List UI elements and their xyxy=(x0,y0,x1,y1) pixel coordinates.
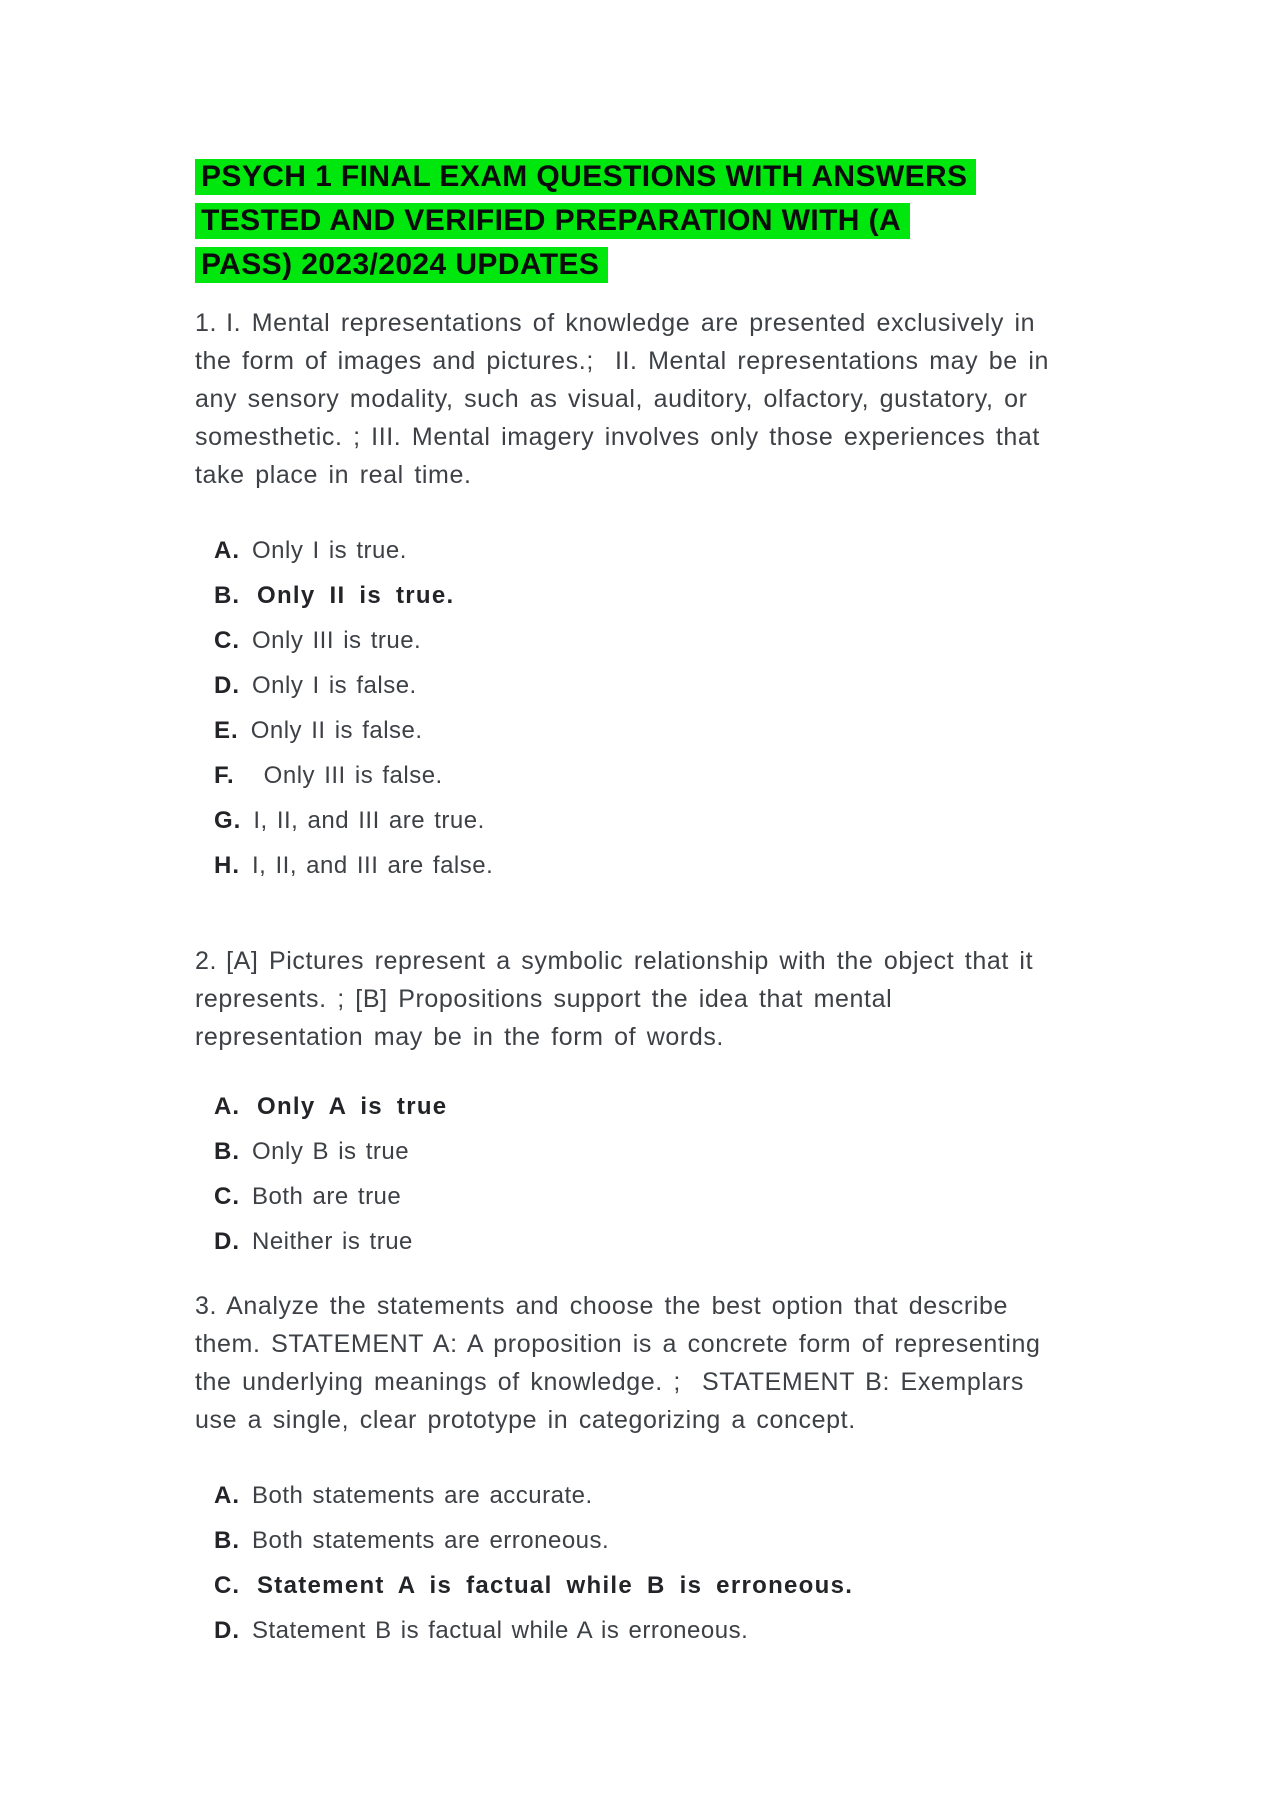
option-text: Both statements are accurate. xyxy=(252,1482,593,1509)
answer-option xyxy=(214,673,1050,698)
option-letter: A. xyxy=(214,537,240,564)
option-text: Only A is true xyxy=(257,1093,448,1120)
option-text: Only III is true. xyxy=(252,627,422,654)
title-line-highlight: PSYCH 1 FINAL EXAM QUESTIONS WITH ANSWERS xyxy=(195,159,976,195)
answer-option xyxy=(214,1573,1050,1598)
question-number: 1. xyxy=(195,309,218,337)
option-letter: B. xyxy=(214,582,240,609)
option-letter: H. xyxy=(214,852,240,879)
option-text: Only I is false. xyxy=(252,672,417,699)
option-text: Only II is false. xyxy=(250,717,423,744)
exam-title xyxy=(195,159,1050,283)
options-list xyxy=(214,1094,1050,1254)
option-text: Only I is true. xyxy=(252,537,407,564)
option-text: I, II, and III are false. xyxy=(252,852,494,879)
question-text xyxy=(195,942,1050,1056)
option-text: Only II is true. xyxy=(257,582,455,609)
answer-option xyxy=(214,628,1050,653)
question-body: [A] Pictures represent a symbolic relationship with the object that it represents. ; [B] Propositions support the idea that mental representation may be in the form of words. xyxy=(195,947,1044,1051)
option-letter: D. xyxy=(214,672,240,699)
answer-option xyxy=(214,1618,1050,1643)
option-text: Both statements are erroneous. xyxy=(252,1527,610,1554)
question-number: 2. xyxy=(195,947,218,975)
option-letter: D. xyxy=(214,1228,240,1255)
option-letter: C. xyxy=(214,1183,240,1210)
title-line xyxy=(195,159,1050,195)
title-line-highlight: PASS) 2023/2024 UPDATES xyxy=(195,247,608,283)
option-text: Neither is true xyxy=(252,1228,413,1255)
option-text: Both are true xyxy=(252,1183,402,1210)
answer-option xyxy=(214,583,1050,608)
answer-option xyxy=(214,1139,1050,1164)
question-block xyxy=(195,942,1050,1254)
answer-option xyxy=(214,808,1050,833)
option-text: Statement A is factual while B is erroneous. xyxy=(257,1572,854,1599)
answer-option xyxy=(214,1528,1050,1553)
answer-option xyxy=(214,1483,1050,1508)
answer-option xyxy=(214,853,1050,878)
option-letter: A. xyxy=(214,1093,240,1120)
option-letter: B. xyxy=(214,1138,240,1165)
option-letter: A. xyxy=(214,1482,240,1509)
options-list xyxy=(214,538,1050,878)
option-letter: B. xyxy=(214,1527,240,1554)
answer-option xyxy=(214,1229,1050,1254)
answer-option xyxy=(214,763,1050,788)
question-body: Analyze the statements and choose the best option that describe them. STATEMENT A: A proposition is a concrete form of representing the underlying meanings of knowledge. ; STATEMENT B: Exemplars use a single, clear prototype in categorizing a concept. xyxy=(195,1292,1052,1434)
question-text xyxy=(195,1287,1050,1439)
options-list xyxy=(214,1483,1050,1643)
option-text: Only III is false. xyxy=(263,762,443,789)
option-text: Only B is true xyxy=(252,1138,410,1165)
title-line-highlight: TESTED AND VERIFIED PREPARATION WITH (A xyxy=(195,203,910,239)
option-letter: E. xyxy=(214,717,239,744)
title-line xyxy=(195,203,1050,239)
answer-option xyxy=(214,538,1050,563)
question-text xyxy=(195,304,1060,494)
question-block xyxy=(195,1287,1050,1643)
answer-option xyxy=(214,1184,1050,1209)
question-block xyxy=(195,304,1060,879)
question-number: 3. xyxy=(195,1292,218,1320)
option-text: I, II, and III are true. xyxy=(253,807,485,834)
option-text: Statement B is factual while A is erroneous. xyxy=(252,1617,749,1644)
option-letter: G. xyxy=(214,807,242,834)
option-letter: D. xyxy=(214,1617,240,1644)
title-line xyxy=(195,247,1050,283)
answer-option xyxy=(214,718,1050,743)
answer-option xyxy=(214,1094,1050,1119)
option-letter: C. xyxy=(214,1572,240,1599)
question-body: I. Mental representations of knowledge are presented exclusively in the form of images and pictures.; II. Mental representations may be in any sensory modality, such as visual, auditory, olfactory, gustatory, or somesthetic. ; III. Mental imagery involves only those experiences that take place in real time. xyxy=(195,309,1060,489)
option-letter: C. xyxy=(214,627,240,654)
option-letter: F. xyxy=(214,762,235,789)
